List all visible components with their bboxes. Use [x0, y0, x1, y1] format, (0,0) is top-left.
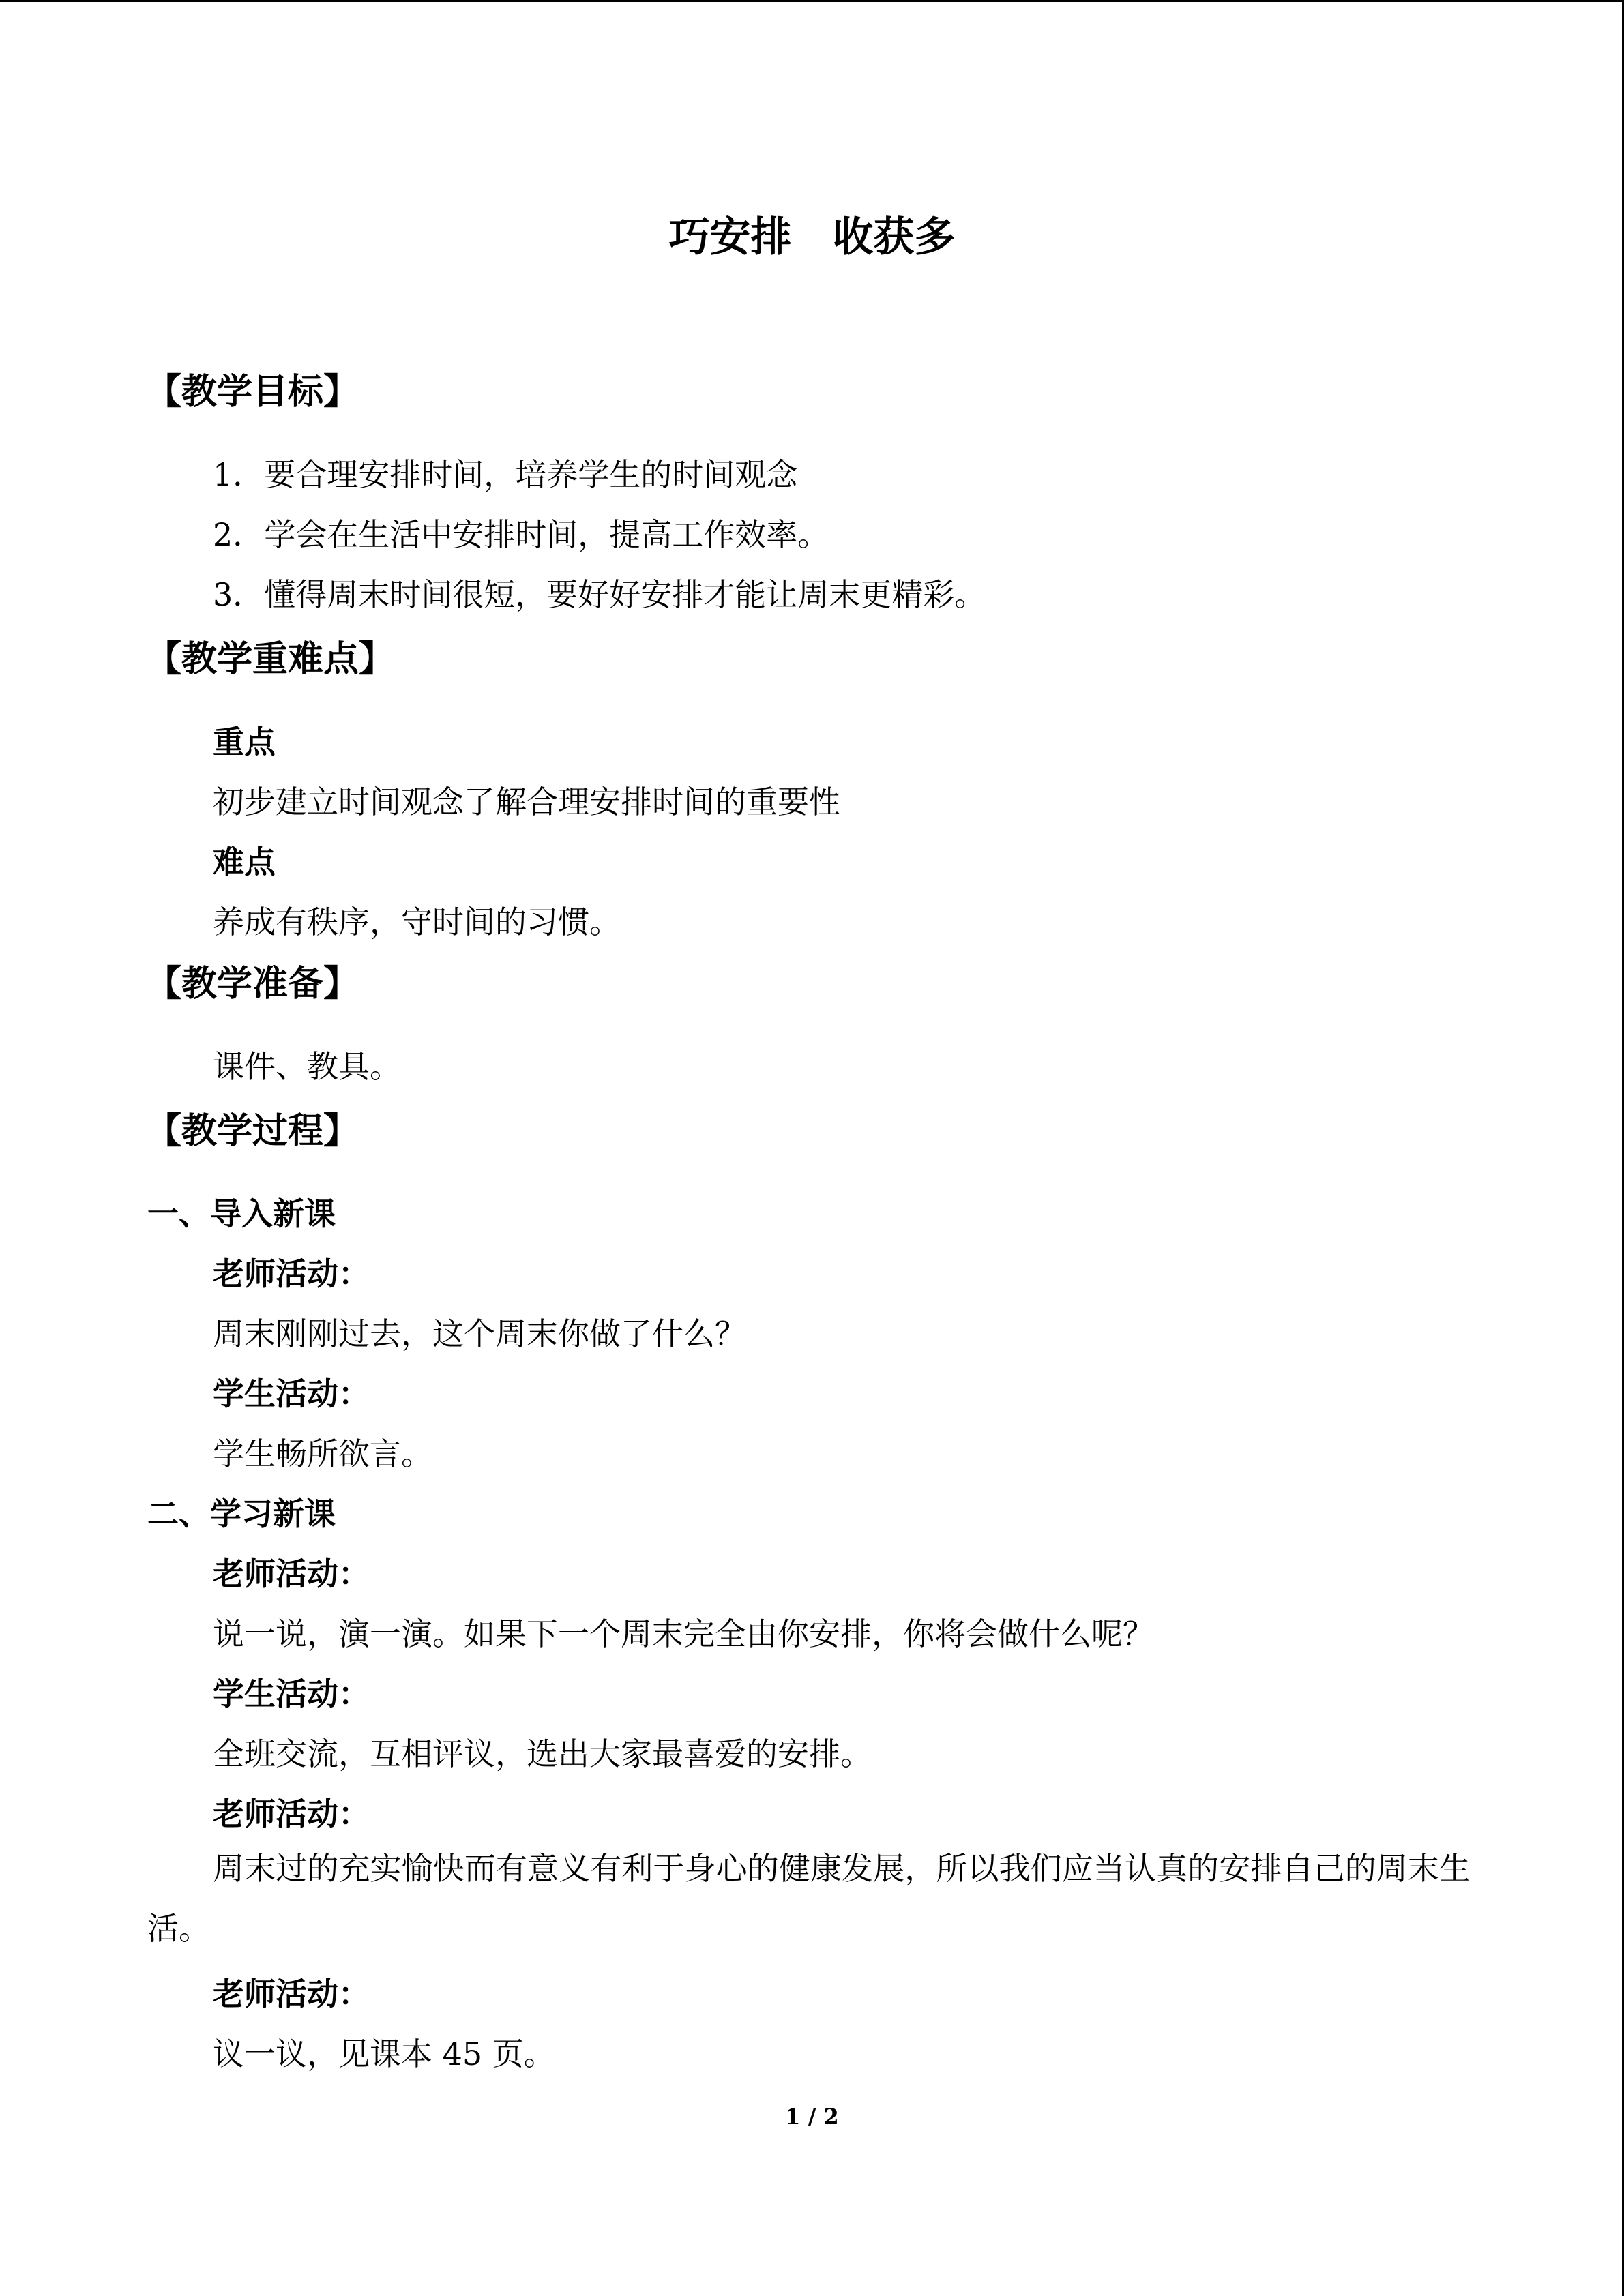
objective-item-2: 2．学会在生活中安排时间，提高工作效率。	[213, 516, 829, 553]
page-number: 1 / 2	[785, 2104, 839, 2130]
section-1-teacher-label: 老师活动：	[213, 1255, 370, 1292]
key-points-heading: 【教学重难点】	[146, 639, 395, 680]
focus-text: 初步建立时间观念了解合理安排时间的重要性	[213, 784, 840, 820]
difficulty-text: 养成有秩序，守时间的习惯。	[213, 904, 621, 940]
section-2-teacher-text-2: 周末过的充实愉快而有意义有利于身心的健康发展，所以我们应当认真的安排自己的周末生活。	[147, 1850, 1471, 1947]
section-2-student-text: 全班交流，互相评议，选出大家最喜爱的安排。	[213, 1735, 872, 1772]
section-1-title: 一、导入新课	[147, 1195, 336, 1232]
objective-item-3: 3．懂得周末时间很短，要好好安排才能让周末更精彩。	[213, 576, 986, 613]
section-2-title: 二、学习新课	[147, 1495, 336, 1532]
section-2-teacher-label-2: 老师活动：	[213, 1795, 370, 1832]
document-title: 巧安排 收获多	[668, 213, 956, 261]
preparation-heading: 【教学准备】	[146, 964, 359, 1004]
section-2-teacher-label-3: 老师活动：	[213, 1976, 370, 2012]
section-1-teacher-text: 周末刚刚过去，这个周末你做了什么？	[213, 1315, 746, 1352]
section-2-teacher-text-1: 说一说，演一演。如果下一个周末完全由你安排，你将会做什么呢？	[213, 1615, 1154, 1652]
section-1-student-label: 学生活动：	[213, 1375, 370, 1412]
objective-item-1: 1．要合理安排时间，培养学生的时间观念	[213, 456, 798, 493]
focus-label: 重点	[213, 724, 276, 760]
section-2-student-label: 学生活动：	[213, 1675, 370, 1712]
section-2-teacher-label-1: 老师活动：	[213, 1555, 370, 1592]
preparation-text: 课件、教具。	[213, 1048, 401, 1085]
difficulty-label: 难点	[213, 844, 276, 880]
section-2-teacher-text-3: 议一议，见课本 45 页。	[213, 2036, 555, 2072]
process-heading: 【教学过程】	[146, 1111, 359, 1152]
section-1-student-text: 学生畅所欲言。	[213, 1435, 432, 1472]
page-border-top	[0, 0, 1624, 2]
objectives-heading: 【教学目标】	[146, 372, 359, 413]
